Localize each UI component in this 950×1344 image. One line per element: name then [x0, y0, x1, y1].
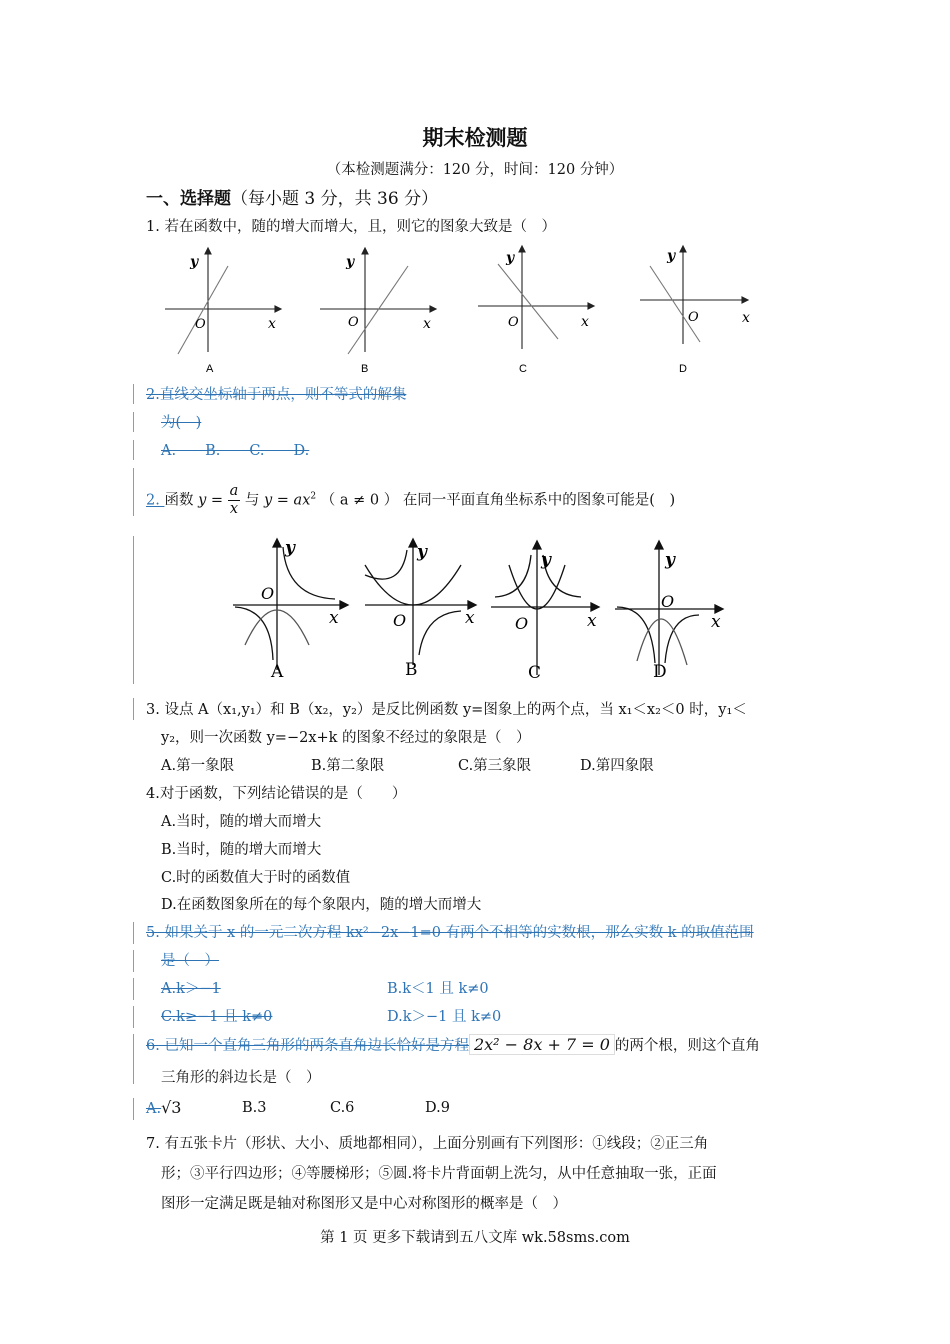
q1-label-b: B: [361, 363, 369, 375]
q6-option-c: C.6: [330, 1100, 355, 1116]
q6-option-b: B.3: [242, 1100, 267, 1116]
q2-prefix: 函数: [164, 492, 194, 509]
question-7-line2: 形；③平行四边形；④等腰梯形；⑤圆.将卡片背面朝上洗匀，从中任意抽取一张，正面: [161, 1166, 717, 1182]
q2b-x-label: x: [465, 608, 475, 628]
q2c-origin: O: [515, 614, 529, 633]
q2-formula2: y = ax: [264, 492, 311, 509]
q2-label-a: A: [271, 662, 284, 682]
q4-option-c: C.时的函数值大于时的函数值: [161, 870, 351, 886]
q2d-x-label: x: [711, 612, 721, 632]
change-bar: [133, 1034, 134, 1084]
q5-option-a: [161, 977, 553, 998]
q2c-x-label: x: [587, 611, 597, 631]
q1-figures: [150, 244, 780, 379]
q3-option-b: B.第二象限: [311, 758, 385, 774]
question-3-line2: y₂，则一次函数 y=−2x+k 的图象不经过的象限是（ ）: [161, 730, 531, 746]
q1-label-d: D: [679, 363, 687, 375]
q1-graph-c: [478, 246, 594, 349]
change-bar: [133, 468, 134, 516]
q3-option-c: C.第三象限: [458, 758, 532, 774]
q2-fraction-num: a: [229, 483, 239, 499]
section-heading: [146, 184, 438, 209]
q2a-origin: O: [261, 584, 275, 603]
q6-tail: 的两个根，则这个直角: [614, 1038, 760, 1054]
q5-opt-c: C.k≥−1 且 k≠0: [161, 1009, 273, 1025]
question-4: 4.对于函数，下列结论错误的是（ ）: [146, 786, 407, 802]
q2d-y-label: y: [665, 550, 675, 570]
q6-opt-a-label: A.: [146, 1101, 162, 1117]
question-3: 3. 设点 A（x₁,y₁）和 B（x₂，y₂）是反比例函数 y=图象上的两个点，当 x₁＜x₂＜0 时，y₁＜: [146, 702, 747, 718]
q1a-y-label: y: [190, 254, 199, 270]
q5-option-c: [161, 1005, 502, 1026]
q6-option-d: D.9: [425, 1100, 450, 1116]
change-bar: [133, 536, 134, 684]
change-bar: [133, 1006, 134, 1028]
question-7: 7. 有五张卡片（形状、大小、质地都相同），上面分别画有下列图形：①线段；②正三角: [146, 1136, 709, 1152]
q2a-y-label: y: [285, 538, 295, 558]
q2-graph-a: [233, 539, 348, 670]
question-2: [146, 483, 675, 518]
q2c-y-label: y: [541, 550, 551, 570]
change-bar: [133, 440, 134, 460]
section-note: （每小题 3 分，共 36 分）: [231, 189, 439, 209]
change-bar: [133, 1098, 134, 1120]
q2-fraction-den: x: [229, 501, 239, 517]
q4-option-b: B.当时，随的增大而增大: [161, 842, 322, 858]
q1-graph-a: [165, 248, 281, 354]
q1-label-a: A: [206, 363, 214, 375]
q3-option-d: D.第四象限: [580, 758, 654, 774]
q1-label-c: C: [519, 363, 527, 375]
q6-option-a: [146, 1098, 181, 1117]
q5-opt-b: B.k＜1 且 k≠0: [387, 981, 489, 997]
question-7-line3: 图形一定满足既是轴对称图形又是中心对称图形的概率是（ ）: [161, 1196, 567, 1212]
q6-equation: 2x² − 8x + 7 = 0: [469, 1034, 615, 1055]
page-footer: 第 1 页 更多下载请到五八文库 wk.58sms.com: [320, 1230, 630, 1246]
deleted-question-2-options: A. B. C. D.: [161, 443, 310, 459]
q2a-x-label: x: [329, 608, 339, 628]
q2b-y-label: y: [417, 542, 427, 562]
q2-label-d: D: [653, 662, 667, 682]
question-5-line2: 是（ ）: [161, 953, 219, 969]
question-1: 1. 若在函数中，随的增大而增大，且，则它的图象大致是（ ）: [146, 219, 556, 235]
q1c-y-label: y: [506, 250, 515, 266]
q2-label-b: B: [405, 660, 418, 680]
change-bar: [133, 698, 134, 720]
question-6-line2: 三角形的斜边长是（ ）: [161, 1070, 321, 1086]
q2d-origin: O: [661, 592, 675, 611]
q1b-origin: O: [348, 315, 359, 330]
q1d-x-label: x: [742, 310, 750, 326]
q2-fraction: [228, 483, 241, 518]
q1-graph-b: [320, 248, 436, 354]
q3-option-a: A.第一象限: [161, 758, 235, 774]
change-bar: [133, 384, 134, 404]
q4-option-a: A.当时，随的增大而增大: [161, 814, 322, 830]
q1c-x-label: x: [581, 314, 589, 330]
q2-formula2-sup: 2: [310, 491, 317, 502]
change-bar: [133, 950, 134, 972]
q5-opt-d: D.k＞−1 且 k≠0: [387, 1009, 502, 1025]
change-bar: [133, 922, 134, 944]
subtitle: （本检测题满分：120 分，时间：120 分钟）: [326, 162, 624, 178]
q1d-origin: O: [688, 310, 699, 325]
q2-label-c: C: [528, 663, 542, 683]
q2b-origin: O: [393, 611, 407, 630]
q2-number: 2.: [146, 492, 165, 509]
page-title: 期末检测题: [422, 126, 528, 150]
q4-option-d: D.在函数图象所在的每个象限内，随的增大而增大: [161, 897, 482, 913]
section-title: 一、选择题: [146, 189, 231, 209]
question-6: [146, 1034, 760, 1055]
q6-struck-text: 6. 已知一个直角三角形的两条直角边长恰好是方程: [146, 1038, 469, 1054]
q1a-origin: O: [195, 317, 206, 332]
q6-opt-a-value: √3: [161, 1098, 182, 1117]
q2-formula1-lhs: y =: [198, 492, 224, 509]
q2-figures: [225, 535, 735, 685]
q1a-x-label: x: [268, 316, 276, 332]
q1b-y-label: y: [346, 254, 355, 270]
question-5: 5. 如果关于 x 的一元二次方程 kx²−2x−1=0 有两个不相等的实数根，那么实数 k 的取值范围: [146, 925, 754, 941]
q2-mid: 与: [244, 492, 260, 509]
deleted-question-2: 2.直线交坐标轴于两点，则不等式的解集: [146, 387, 407, 403]
q1-graph-d: [640, 246, 748, 344]
q1d-y-label: y: [667, 248, 676, 264]
change-bar: [133, 412, 134, 432]
q5-opt-a: A.k＞−1: [161, 981, 221, 997]
deleted-question-2-line2: 为( ): [161, 415, 202, 431]
q1b-x-label: x: [423, 316, 431, 332]
change-bar: [133, 978, 134, 1000]
q2-cond: （ a ≠ 0 ）: [320, 492, 399, 509]
q1c-origin: O: [508, 315, 519, 330]
q2-suffix: 在同一平面直角坐标系中的图象可能是( ): [402, 492, 676, 509]
